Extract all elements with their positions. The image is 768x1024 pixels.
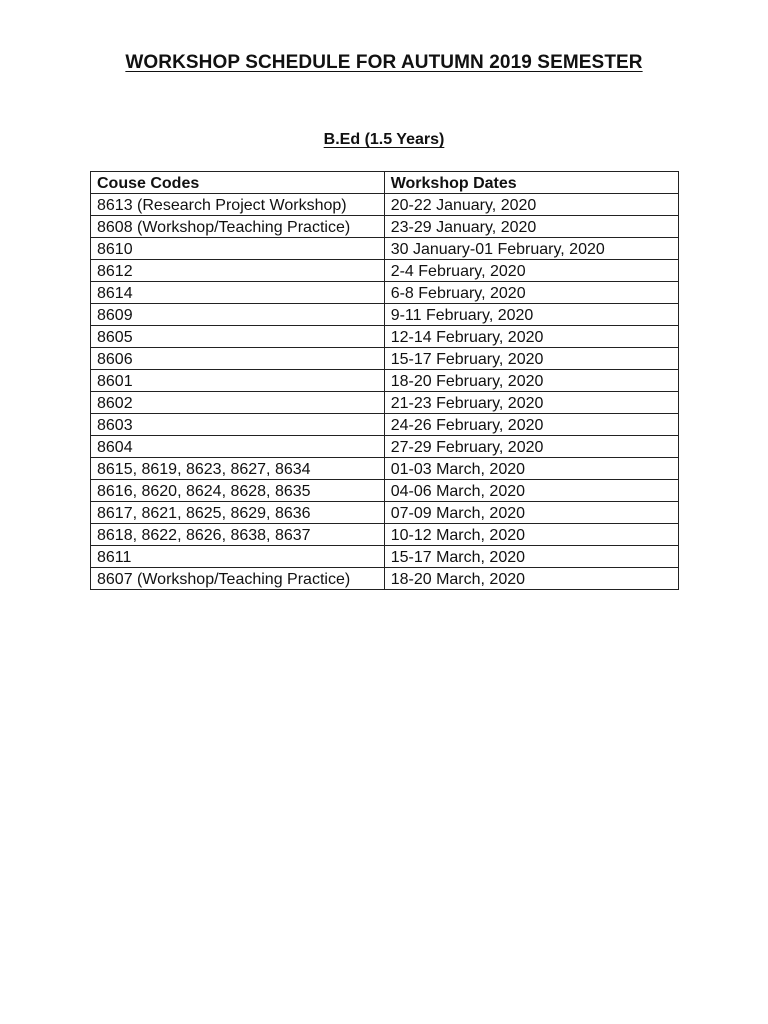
table-row	[91, 348, 679, 370]
course-code-cell: 8607 (Workshop/Teaching Practice)	[91, 568, 385, 590]
course-code-cell: 8616, 8620, 8624, 8628, 8635	[91, 480, 385, 502]
course-code-cell: 8602	[91, 392, 385, 414]
column-header-course-codes: Couse Codes	[91, 172, 385, 194]
table-row	[91, 414, 679, 436]
table-row	[91, 216, 679, 238]
workshop-date-cell: 27-29 February, 2020	[384, 436, 678, 458]
course-code-cell: 8601	[91, 370, 385, 392]
table-row	[91, 326, 679, 348]
workshop-date-cell: 20-22 January, 2020	[384, 194, 678, 216]
table-row	[91, 370, 679, 392]
course-code-cell: 8604	[91, 436, 385, 458]
table-header-row	[91, 172, 679, 194]
workshop-date-cell: 15-17 February, 2020	[384, 348, 678, 370]
workshop-date-cell: 07-09 March, 2020	[384, 502, 678, 524]
workshop-date-cell: 2-4 February, 2020	[384, 260, 678, 282]
table-row	[91, 546, 679, 568]
course-code-cell: 8612	[91, 260, 385, 282]
workshop-date-cell: 18-20 February, 2020	[384, 370, 678, 392]
table-row	[91, 568, 679, 590]
table-row	[91, 238, 679, 260]
table-row	[91, 458, 679, 480]
table-row	[91, 282, 679, 304]
workshop-date-cell: 24-26 February, 2020	[384, 414, 678, 436]
table-row	[91, 502, 679, 524]
course-code-cell: 8613 (Research Project Workshop)	[91, 194, 385, 216]
workshop-date-cell: 23-29 January, 2020	[384, 216, 678, 238]
course-code-cell: 8615, 8619, 8623, 8627, 8634	[91, 458, 385, 480]
workshop-date-cell: 9-11 February, 2020	[384, 304, 678, 326]
table-row	[91, 524, 679, 546]
course-code-cell: 8618, 8622, 8626, 8638, 8637	[91, 524, 385, 546]
workshop-date-cell: 30 January-01 February, 2020	[384, 238, 678, 260]
course-code-cell: 8605	[91, 326, 385, 348]
course-code-cell: 8611	[91, 546, 385, 568]
table-row	[91, 480, 679, 502]
workshop-date-cell: 21-23 February, 2020	[384, 392, 678, 414]
course-code-cell: 8610	[91, 238, 385, 260]
table-row	[91, 260, 679, 282]
course-code-cell: 8608 (Workshop/Teaching Practice)	[91, 216, 385, 238]
column-header-workshop-dates: Workshop Dates	[384, 172, 678, 194]
table-row	[91, 436, 679, 458]
table-row	[91, 392, 679, 414]
workshop-date-cell: 6-8 February, 2020	[384, 282, 678, 304]
workshop-date-cell: 01-03 March, 2020	[384, 458, 678, 480]
course-code-cell: 8606	[91, 348, 385, 370]
course-code-cell: 8603	[91, 414, 385, 436]
course-code-cell: 8617, 8621, 8625, 8629, 8636	[91, 502, 385, 524]
workshop-date-cell: 10-12 March, 2020	[384, 524, 678, 546]
table-row	[91, 194, 679, 216]
course-code-cell: 8614	[91, 282, 385, 304]
document-title: WORKSHOP SCHEDULE FOR AUTUMN 2019 SEMESTER	[125, 52, 643, 73]
workshop-date-cell: 12-14 February, 2020	[384, 326, 678, 348]
workshop-schedule-table	[90, 171, 679, 590]
workshop-date-cell: 18-20 March, 2020	[384, 568, 678, 590]
workshop-date-cell: 15-17 March, 2020	[384, 546, 678, 568]
table-row	[91, 304, 679, 326]
course-code-cell: 8609	[91, 304, 385, 326]
workshop-date-cell: 04-06 March, 2020	[384, 480, 678, 502]
document-subtitle: B.Ed (1.5 Years)	[323, 131, 445, 148]
